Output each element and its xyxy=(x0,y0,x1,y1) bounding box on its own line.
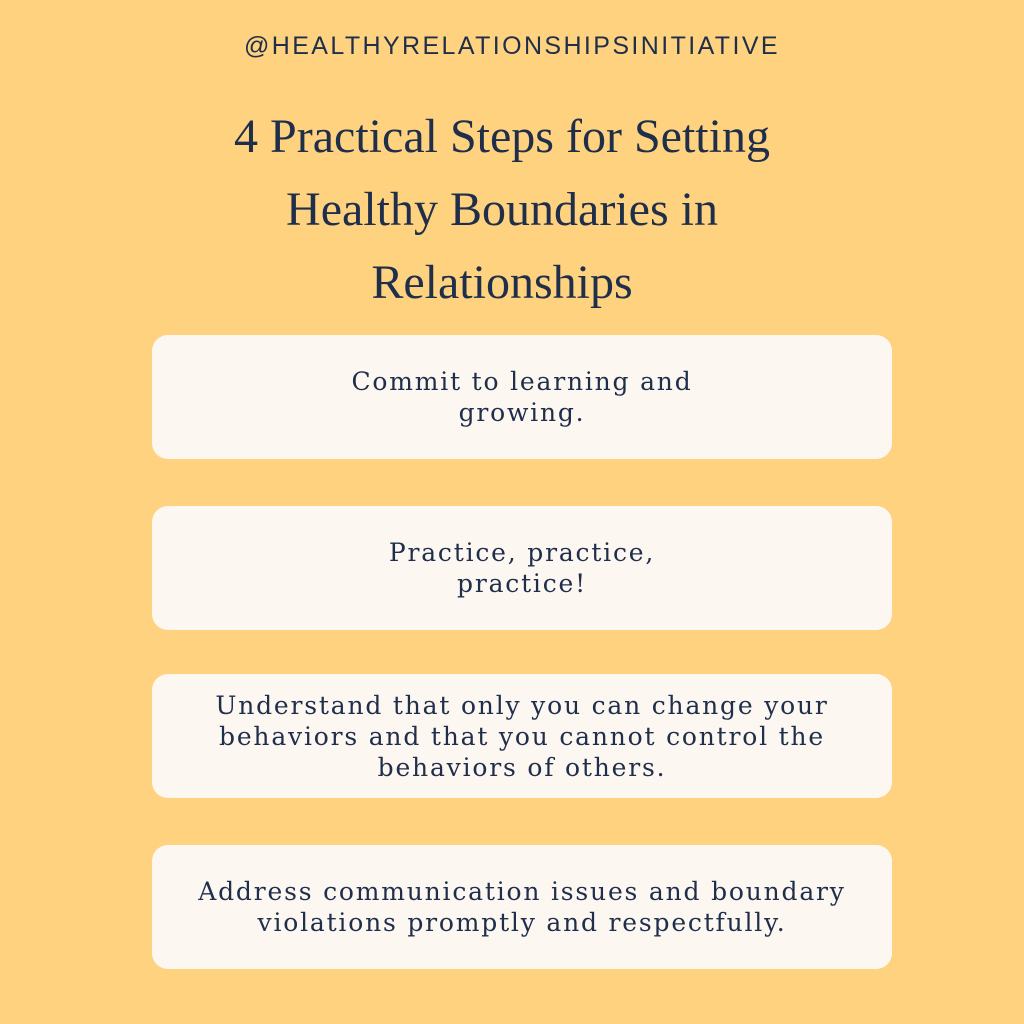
step-text-4 xyxy=(198,876,845,938)
step-3-line-1: Understand that only you can change your xyxy=(215,690,829,720)
step-2-line-1: Practice, practice, xyxy=(388,538,656,567)
step-1-line-2: growing. xyxy=(458,398,586,427)
step-4-line-1: Address communication issues and boundary xyxy=(198,877,846,906)
step-text-3 xyxy=(215,690,828,783)
title-line-1: 4 Practical Steps for Setting xyxy=(234,110,770,163)
step-3-line-3: behaviors of others. xyxy=(377,752,667,782)
account-handle: @HEALTHYRELATIONSHIPSINITIATIVE xyxy=(244,32,780,60)
step-card-4 xyxy=(152,845,892,969)
step-4-line-2: violations promptly and respectfully. xyxy=(257,908,787,937)
title-line-3: Relationships xyxy=(371,256,633,309)
step-2-line-2: practice! xyxy=(457,569,587,598)
step-card-3 xyxy=(152,674,892,798)
title-line-2: Healthy Boundaries in xyxy=(286,183,718,236)
page-title xyxy=(140,100,864,319)
step-card-1 xyxy=(152,335,892,459)
step-3-line-2: behaviors and that you cannot control the xyxy=(219,721,825,751)
step-text-1 xyxy=(351,366,692,428)
step-1-line-1: Commit to learning and xyxy=(351,367,693,396)
step-text-2 xyxy=(389,537,655,599)
step-card-2 xyxy=(152,506,892,630)
